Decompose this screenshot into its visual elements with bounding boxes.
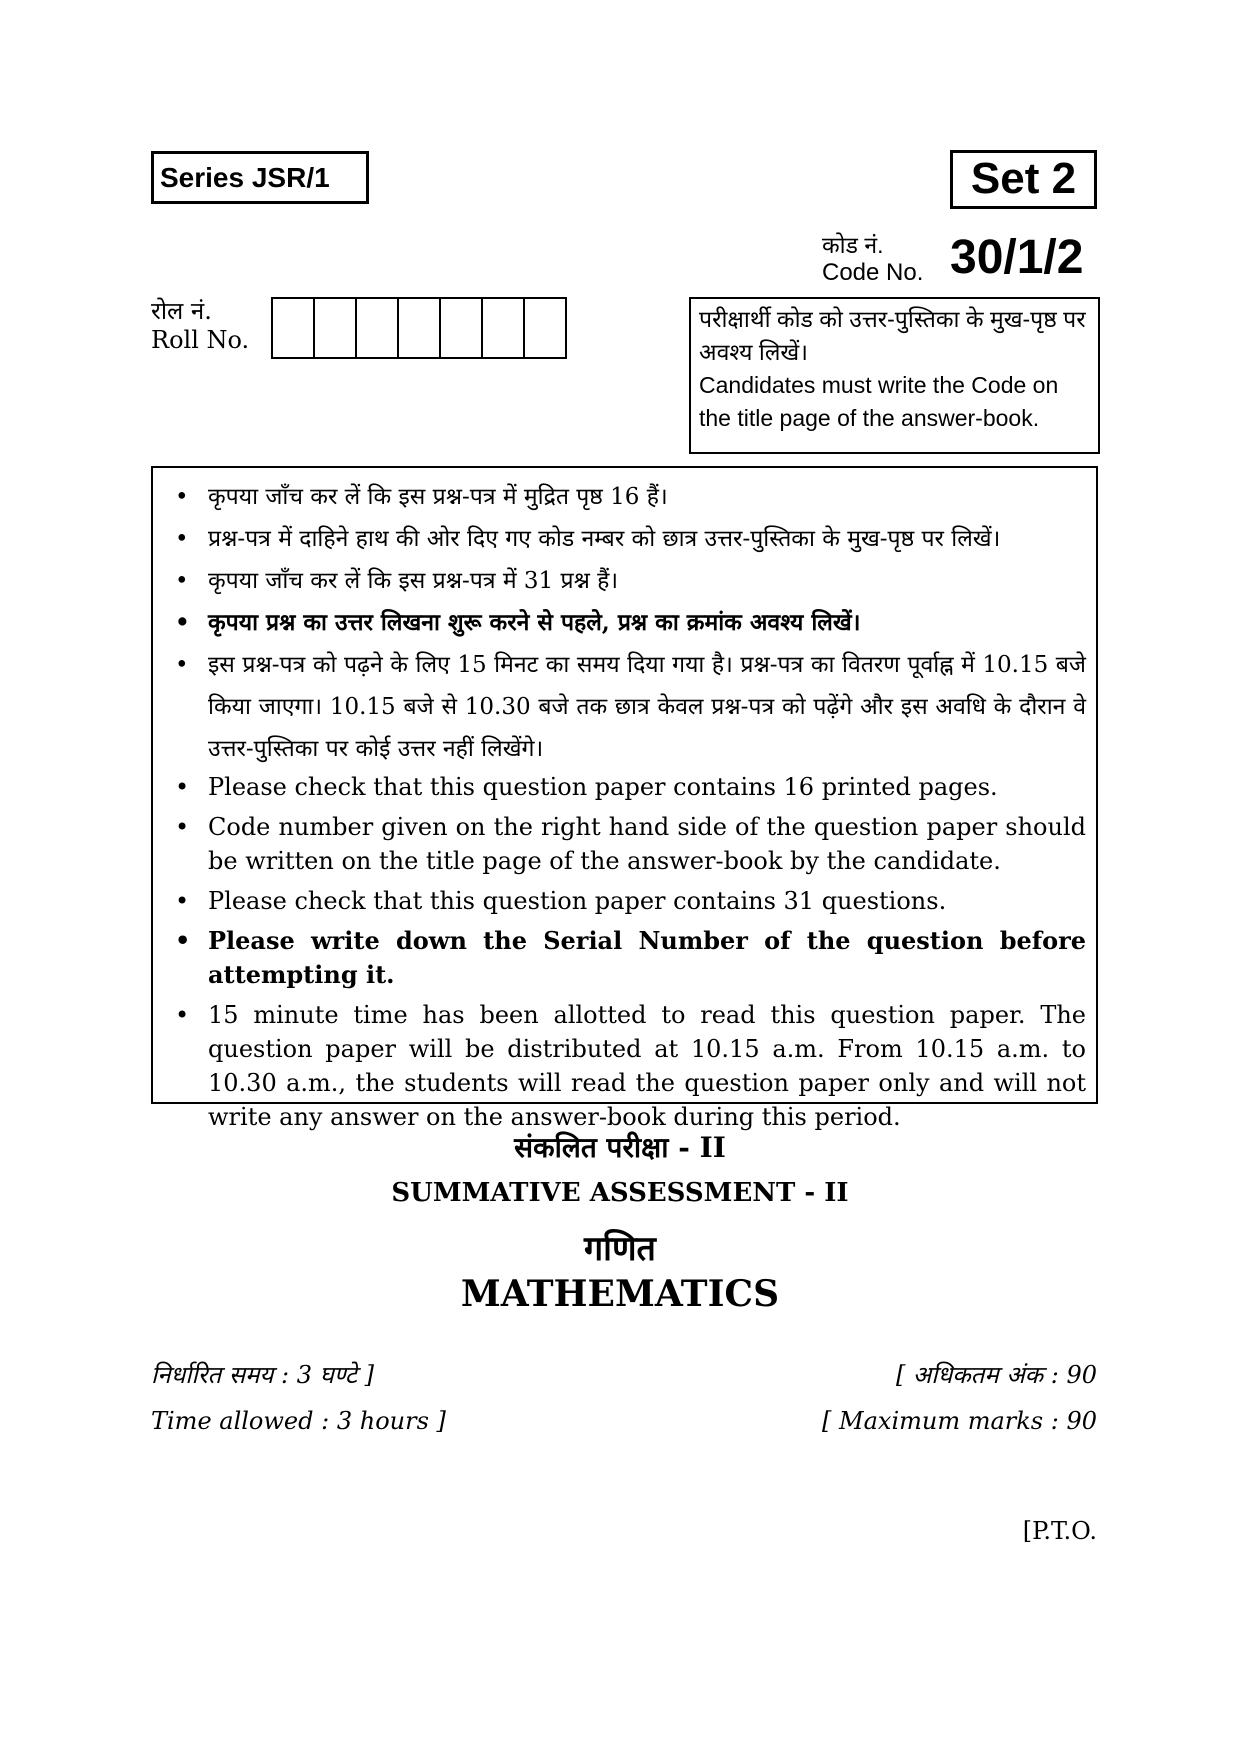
code-label-hindi: कोड नं.	[822, 232, 884, 258]
instruction-item	[163, 810, 1086, 878]
instruction-text: Please check that this question paper contains 16 printed pages.	[208, 773, 998, 801]
instruction-item	[163, 924, 1086, 992]
exam-title-english: SUMMATIVE ASSESSMENT - II	[391, 1178, 849, 1208]
instruction-text: कृपया जाँच कर लें कि इस प्रश्न-पत्र में 31 प्रश्न हैं।	[208, 568, 619, 594]
bullet-icon: •	[175, 652, 189, 678]
instruction-item	[163, 602, 1086, 644]
roll-digit-box[interactable]	[315, 297, 357, 359]
roll-digit-box[interactable]	[483, 297, 525, 359]
bullet-icon: •	[175, 568, 189, 594]
bullet-icon: •	[175, 484, 189, 510]
instruction-text: प्रश्न-पत्र में दाहिने हाथ की ओर दिए गए कोड नम्बर को छात्र उत्तर-पुस्तिका के मुख-पृष्ठ पर लिखें।	[208, 526, 1001, 552]
maximum-marks-english: [ Maximum marks : 90	[822, 1407, 1097, 1435]
bullet-icon: •	[175, 609, 190, 636]
roll-label-hindi: रोल नं.	[151, 297, 212, 325]
instruction-item	[163, 770, 1086, 804]
instructions-box	[151, 466, 1098, 1131]
maximum-marks-hindi: [ अधिकतम अंक : 90	[895, 1361, 1097, 1389]
roll-number-boxes[interactable]	[271, 297, 567, 359]
instruction-item	[163, 560, 1086, 602]
instruction-text: इस प्रश्न-पत्र को पढ़ने के लिए 15 मिनट का समय दिया गया है। प्रश्न-पत्र का वितरण पूर्वाह्न में 10.15 बजे किया जाएगा। 10.15 बजे से 10.30 बजे तक छात्र केवल प्रश्न-पत्र को पढ़ेंगे और इस अवधि के दौरान वे उत्तर-पुस्तिका पर कोई उत्तर नहीं लिखेंगे।	[208, 652, 1086, 762]
roll-label-english: Roll No.	[151, 326, 250, 354]
bullet-icon: •	[175, 1001, 190, 1029]
instruction-list	[163, 476, 1086, 1134]
page-turn-note: [P.T.O.	[1022, 1517, 1097, 1545]
roll-digit-box[interactable]	[525, 297, 567, 359]
code-label-english: Code No.	[822, 259, 924, 286]
instruction-item	[163, 518, 1086, 560]
time-allowed-english: Time allowed : 3 hours ]	[151, 1407, 446, 1435]
bullet-icon: •	[175, 773, 190, 801]
code-number: 30/1/2	[950, 231, 1084, 284]
instruction-item	[163, 884, 1086, 918]
set-label: Set 2	[950, 150, 1097, 209]
instruction-item	[163, 998, 1086, 1134]
time-allowed-hindi: निर्धारित समय : 3 घण्टे ]	[151, 1361, 374, 1389]
instruction-text: कृपया प्रश्न का उत्तर लिखना शुरू करने से पहले, प्रश्न का क्रमांक अवश्य लिखें।	[208, 609, 861, 636]
roll-digit-box[interactable]	[441, 297, 483, 359]
code-note-english: Candidates must write the Code on the title page of the answer-book.	[699, 372, 1059, 431]
instruction-text: Please check that this question paper contains 31 questions.	[208, 887, 947, 915]
subject-title-hindi: गणित	[584, 1229, 656, 1269]
roll-digit-box[interactable]	[273, 297, 315, 359]
instruction-item	[163, 476, 1086, 518]
code-note-hindi: परीक्षार्थी कोड को उत्तर-पुस्तिका के मुख-पृष्ठ पर अवश्य लिखें।	[699, 306, 1086, 365]
instruction-text: कृपया जाँच कर लें कि इस प्रश्न-पत्र में मुद्रित पृष्ठ 16 हैं।	[208, 484, 668, 510]
subject-title-english: MATHEMATICS	[460, 1273, 780, 1315]
series-label: Series JSR/1	[151, 151, 369, 204]
bullet-icon: •	[175, 887, 190, 915]
bullet-icon: •	[175, 526, 189, 552]
instruction-text: Code number given on the right hand side of the question paper should be written on the title page of the answer-book by the candidate.	[208, 813, 1086, 875]
code-instruction-box	[689, 297, 1100, 454]
instruction-item	[163, 644, 1086, 770]
roll-digit-box[interactable]	[399, 297, 441, 359]
bullet-icon: •	[175, 926, 191, 955]
instruction-text: 15 minute time has been allotted to read this question paper. The question paper will be distributed at 10.15 a.m. From 10.15 a.m. to 10.30 a.m., the students will read the question paper only and will not write any answer on the answer-book during this period.	[208, 1001, 1086, 1131]
bullet-icon: •	[175, 813, 190, 841]
roll-digit-box[interactable]	[357, 297, 399, 359]
exam-title-hindi: संकलित परीक्षा - II	[514, 1131, 726, 1164]
instruction-text: Please write down the Serial Number of the question before attempting it.	[208, 926, 1086, 989]
